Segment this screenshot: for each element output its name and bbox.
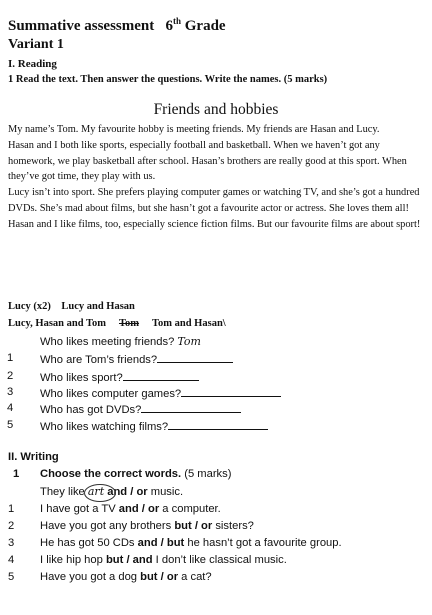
writing-item-sentence: I like hip hop but / and I don’t like classical music. xyxy=(40,554,287,566)
question-row xyxy=(0,419,432,437)
writing-item xyxy=(0,571,432,589)
question-text: Who likes computer games? xyxy=(40,386,281,400)
writing-item-number: 1 xyxy=(8,503,15,515)
question-text: Who likes watching films? xyxy=(40,419,268,433)
writing-choice: and / or xyxy=(107,486,148,498)
writing-item xyxy=(0,537,432,555)
question-text: Who has got DVDs? xyxy=(40,402,241,416)
name-option: Lucy, Hasan and Tom xyxy=(8,318,107,329)
reading-passage xyxy=(8,122,426,233)
name-option: Lucy and Hasan xyxy=(61,301,135,312)
writing-item-sentence: Have you got any brothers but / or sisters? xyxy=(40,520,254,532)
name-option: Lucy (x2) xyxy=(8,301,51,312)
name-option: Tom and Hasan\ xyxy=(151,318,226,329)
name-options-row-1 xyxy=(8,301,135,312)
question-row xyxy=(0,402,432,420)
writing-item-sentence: Have you got a dog but / or a cat? xyxy=(40,571,212,583)
variant-label: Variant 1 xyxy=(8,37,64,52)
writing-item-sentence: I have got a TV and / or a computer. xyxy=(40,503,221,515)
name-option-crossed: Tom xyxy=(118,318,140,329)
grade-suffix: th xyxy=(173,16,182,26)
passage-paragraph-1: My name’s Tom. My favourite hobby is meeting friends. My friends are Hasan and Lucy. xyxy=(8,124,380,135)
writing-task-marks: (5 marks) xyxy=(184,468,232,480)
answer-blank[interactable] xyxy=(157,352,233,363)
example-answer: Tom xyxy=(177,335,201,348)
handwritten-circled-answer: art xyxy=(88,485,104,498)
question-text: Who likes sport? xyxy=(40,370,199,384)
answer-blank[interactable] xyxy=(168,419,268,430)
assessment-title-text: Summative assessment xyxy=(8,18,155,34)
example-question-text: Who likes meeting friends? xyxy=(40,336,175,348)
writing-item-sentence: He has got 50 CDs and / but he hasn’t got a favourite group. xyxy=(40,537,342,549)
writing-choice[interactable]: but / or xyxy=(140,571,179,583)
writing-task-number: 1 xyxy=(13,468,20,480)
writing-item-number: 5 xyxy=(8,571,15,583)
writing-item xyxy=(0,554,432,572)
writing-item-number: 4 xyxy=(8,554,15,566)
question-number: 5 xyxy=(7,419,14,431)
writing-item xyxy=(0,520,432,538)
grade-word: Grade xyxy=(184,18,226,34)
writing-choice[interactable]: and / but xyxy=(137,537,185,549)
writing-choice[interactable]: and / or xyxy=(118,503,160,515)
passage-paragraph-3: Lucy isn’t into sport. She prefers playing computer games or watching TV, and she’s got a hundred DVDs. She’s mad about films, but she hasn’t got a favourite actor or actress. She loves them all! Hasan and I like films, too, especially science fiction films. But our favourite films are about sport! xyxy=(8,187,421,230)
reading-task-instruction: 1 Read the text. Then answer the questions. Write the names. (5 marks) xyxy=(8,74,328,85)
answer-blank[interactable] xyxy=(181,386,281,397)
writing-task-text: Choose the correct words. xyxy=(40,468,182,480)
question-row xyxy=(0,352,432,370)
writing-item xyxy=(0,503,432,521)
answer-blank[interactable] xyxy=(141,402,241,413)
writing-item-number: 3 xyxy=(8,537,15,549)
writing-choice[interactable]: but / and xyxy=(105,554,153,566)
writing-section-heading: II. Writing xyxy=(8,451,59,463)
question-number: 4 xyxy=(7,402,14,414)
reading-text-title: Friends and hobbies xyxy=(153,101,279,118)
passage-paragraph-2: Hasan and I both like sports, especially football and basketball. When we haven’t got any homework, we play basketball after school. Hasan’s brothers are really good at this sport. When they’ve got time, they play with us. xyxy=(8,139,407,183)
name-options-row-2 xyxy=(8,318,226,329)
writing-task-instruction xyxy=(0,468,432,486)
question-number: 2 xyxy=(7,370,14,382)
assessment-title xyxy=(8,16,226,35)
reading-section-heading: I. Reading xyxy=(8,58,57,70)
writing-item-number: 2 xyxy=(8,520,15,532)
writing-example: They like art and / or music. xyxy=(40,485,183,498)
question-number: 1 xyxy=(7,352,14,364)
grade-number: 6 xyxy=(165,18,173,34)
example-question xyxy=(40,335,201,348)
question-number: 3 xyxy=(7,386,14,398)
writing-choice[interactable]: but / or xyxy=(174,520,213,532)
question-text: Who are Tom’s friends? xyxy=(40,352,233,366)
answer-blank[interactable] xyxy=(123,370,199,381)
